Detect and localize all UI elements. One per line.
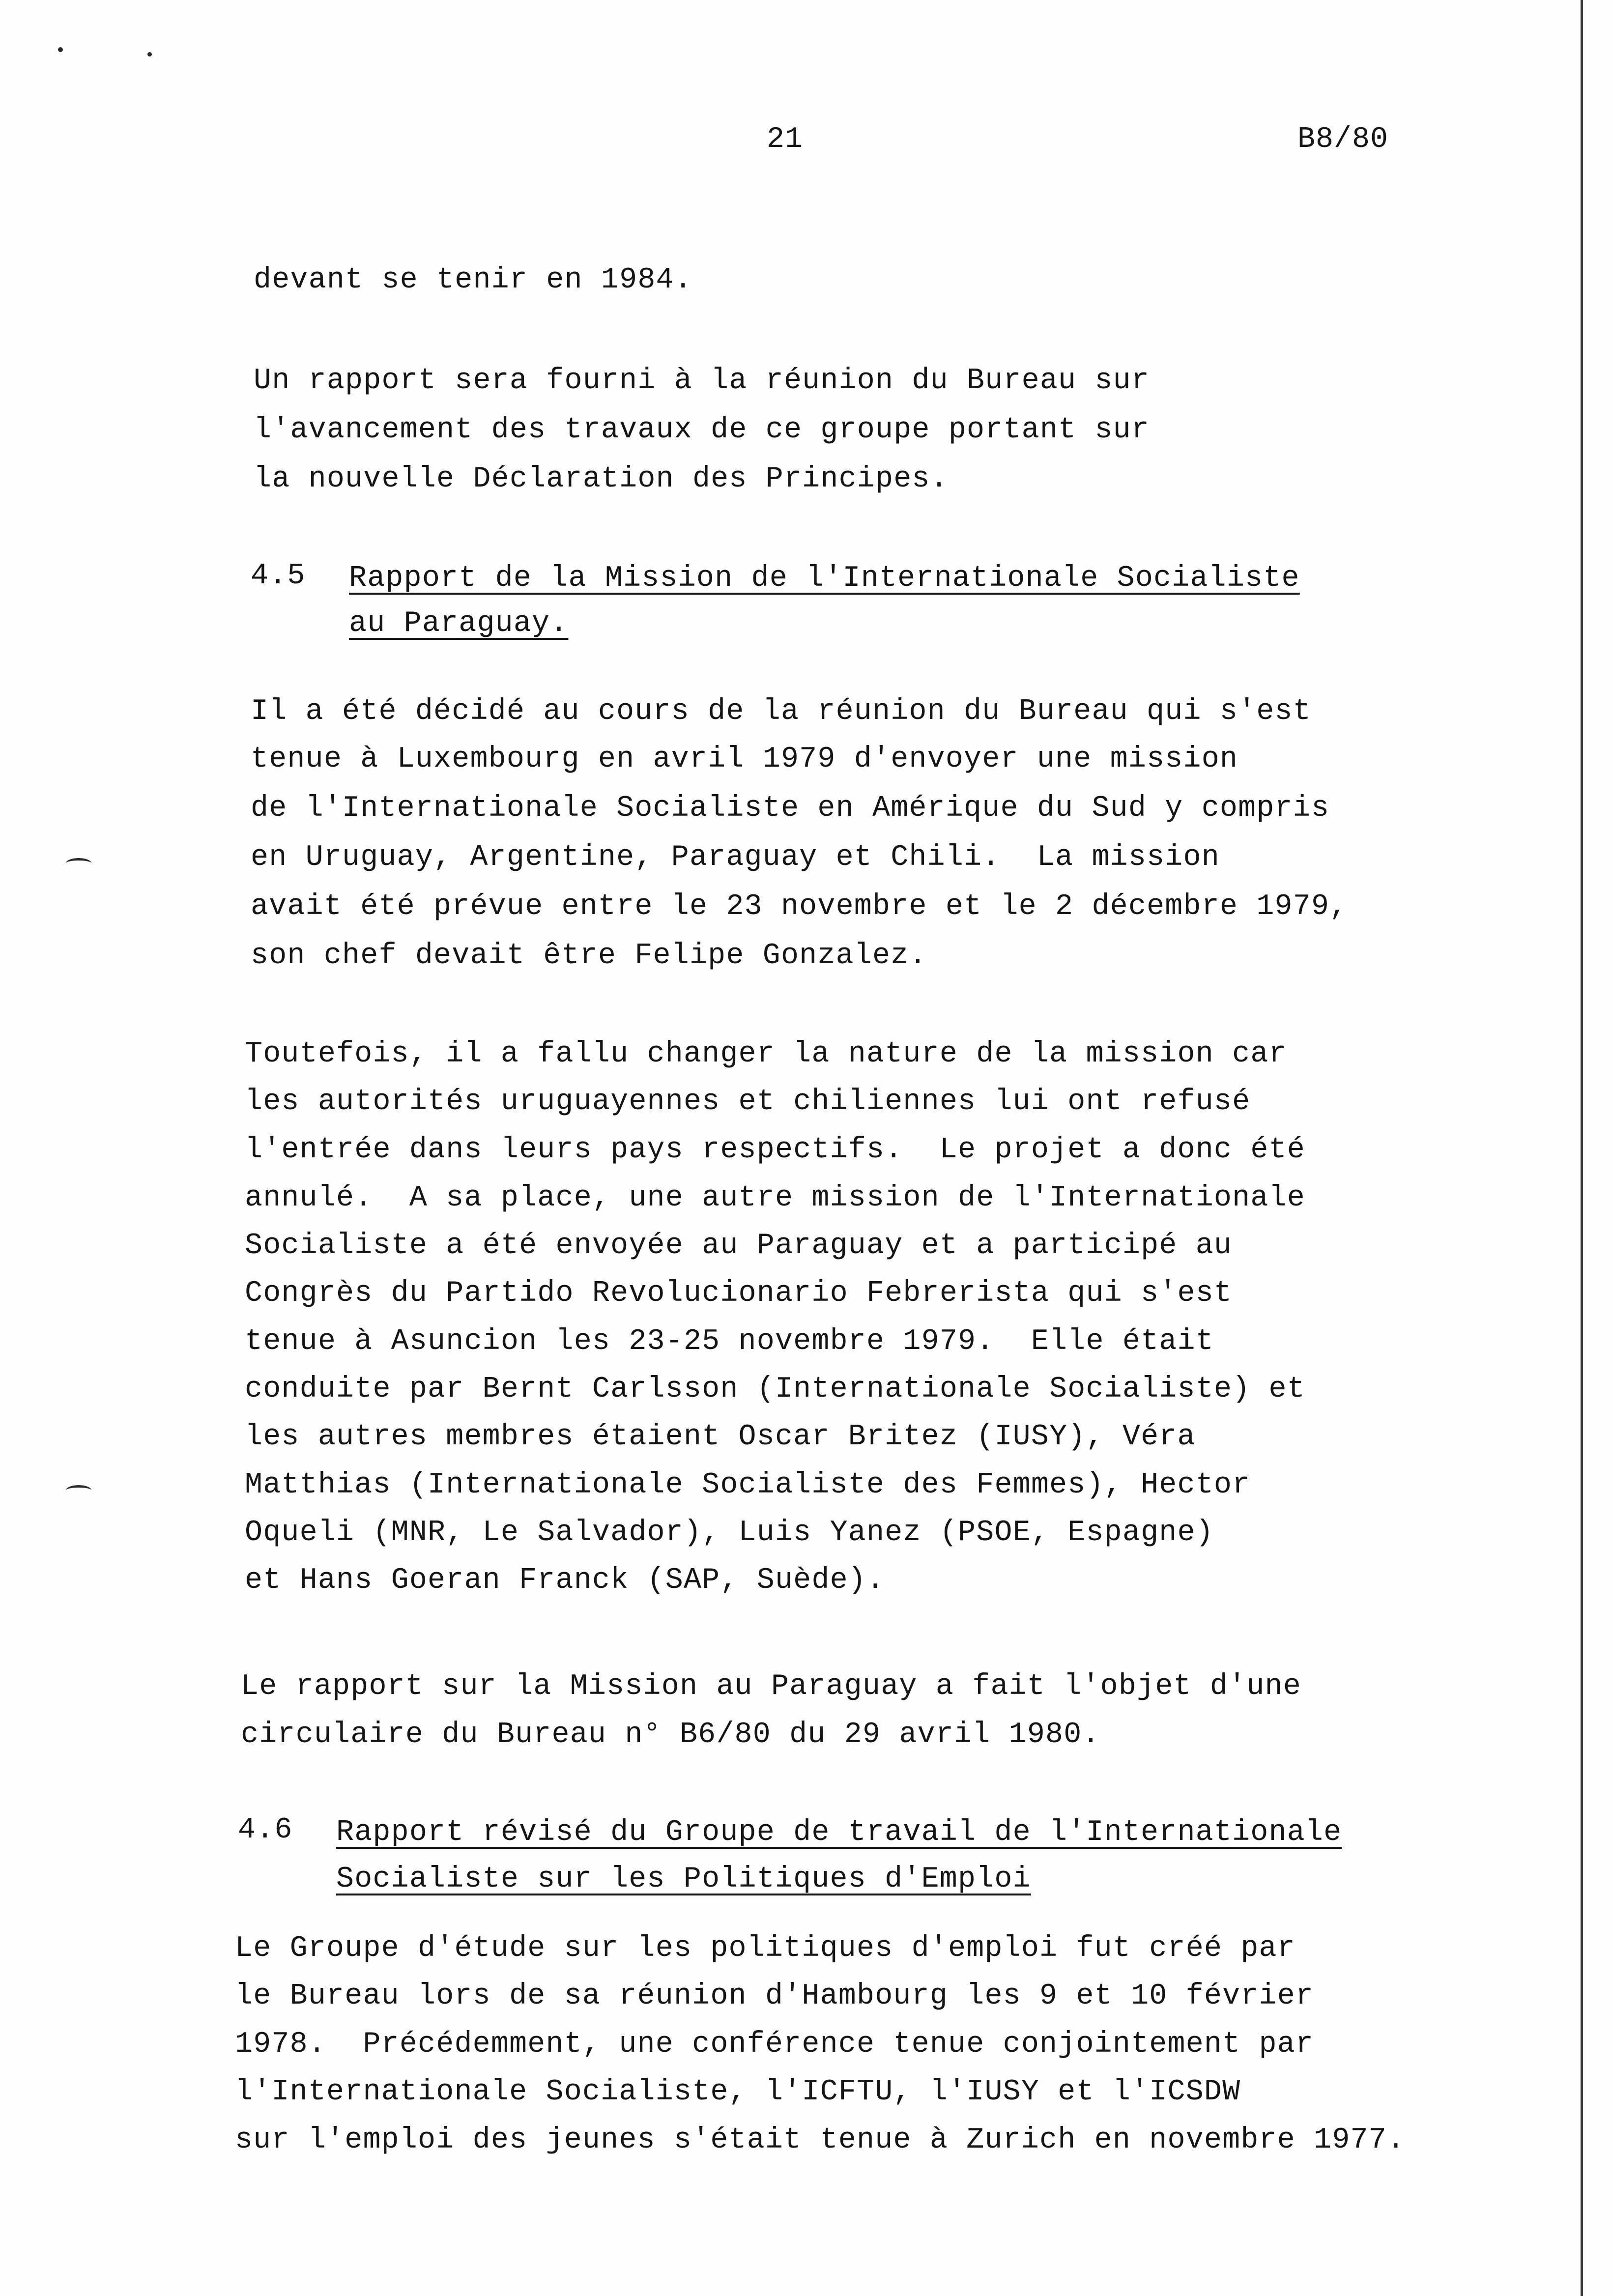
- scan-edge: [1581, 0, 1583, 2296]
- text-line: tenue à Luxembourg en avril 1979 d'envoyer une mission: [251, 743, 1238, 776]
- section-number: 4.5: [251, 559, 306, 593]
- text-line: avait été prévue entre le 23 novembre et le 2 décembre 1979,: [251, 890, 1348, 923]
- scan-speck: [58, 47, 63, 52]
- text-line: devant se tenir en 1984.: [254, 263, 692, 297]
- text-line: Oqueli (MNR, Le Salvador), Luis Yanez (PSOE, Espagne): [245, 1516, 1214, 1550]
- section-title: au Paraguay.: [349, 607, 569, 640]
- text-line: sur l'emploi des jeunes s'était tenue à Zurich en novembre 1977.: [235, 2124, 1406, 2157]
- scan-speck: [147, 52, 152, 57]
- text-line: Le Groupe d'étude sur les politiques d'emploi fut créé par: [235, 1932, 1295, 1965]
- text-line: et Hans Goeran Franck (SAP, Suède).: [245, 1564, 885, 1597]
- text-line: les autres membres étaient Oscar Britez (IUSY), Véra: [245, 1420, 1196, 1454]
- section-title: Rapport de la Mission de l'Internationale Socialiste: [349, 562, 1300, 595]
- text-line: l'entrée dans leurs pays respectifs. Le projet a donc été: [245, 1133, 1305, 1167]
- text-line: tenue à Asuncion les 23-25 novembre 1979. Elle était: [245, 1325, 1214, 1358]
- text-line: son chef devait être Felipe Gonzalez.: [251, 939, 927, 973]
- text-line: Socialiste a été envoyée au Paraguay et a participé au: [245, 1229, 1233, 1263]
- text-line: l'avancement des travaux de ce groupe portant sur: [254, 413, 1150, 447]
- text-line: Congrès du Partido Revolucionario Febrerista qui s'est: [245, 1277, 1233, 1310]
- text-line: en Uruguay, Argentine, Paraguay et Chili. La mission: [251, 841, 1220, 874]
- text-line: 1978. Précédemment, une conférence tenue conjointement par: [235, 2028, 1314, 2061]
- page-number: 21: [767, 123, 804, 156]
- text-line: circulaire du Bureau n° B6/80 du 29 avril 1980.: [241, 1718, 1100, 1751]
- text-line: Le rapport sur la Mission au Paraguay a fait l'objet d'une: [241, 1670, 1301, 1703]
- section-title: Socialiste sur les Politiques d'Emploi: [336, 1863, 1031, 1896]
- text-line: la nouvelle Déclaration des Principes.: [254, 462, 949, 496]
- margin-mark: [66, 858, 91, 868]
- text-line: Un rapport sera fourni à la réunion du Bureau sur: [254, 364, 1150, 398]
- document-reference: B8/80: [1297, 123, 1389, 156]
- text-line: annulé. A sa place, une autre mission de l'Internationale: [245, 1181, 1305, 1215]
- text-line: Matthias (Internationale Socialiste des Femmes), Hector: [245, 1468, 1251, 1502]
- text-line: Toutefois, il a fallu changer la nature de la mission car: [245, 1037, 1287, 1071]
- text-line: l'Internationale Socialiste, l'ICFTU, l'IUSY et l'ICSDW: [235, 2075, 1241, 2109]
- section-number: 4.6: [238, 1813, 293, 1847]
- text-line: le Bureau lors de sa réunion d'Hambourg les 9 et 10 février: [235, 1980, 1314, 2013]
- section-title: Rapport révisé du Groupe de travail de l'Internationale: [336, 1816, 1342, 1849]
- text-line: les autorités uruguayennes et chiliennes lui ont refusé: [245, 1085, 1251, 1119]
- text-line: conduite par Bernt Carlsson (Internationale Socialiste) et: [245, 1373, 1305, 1406]
- text-line: Il a été décidé au cours de la réunion du Bureau qui s'est: [251, 695, 1311, 728]
- text-line: de l'Internationale Socialiste en Amérique du Sud y compris: [251, 792, 1330, 825]
- margin-mark: [66, 1485, 91, 1495]
